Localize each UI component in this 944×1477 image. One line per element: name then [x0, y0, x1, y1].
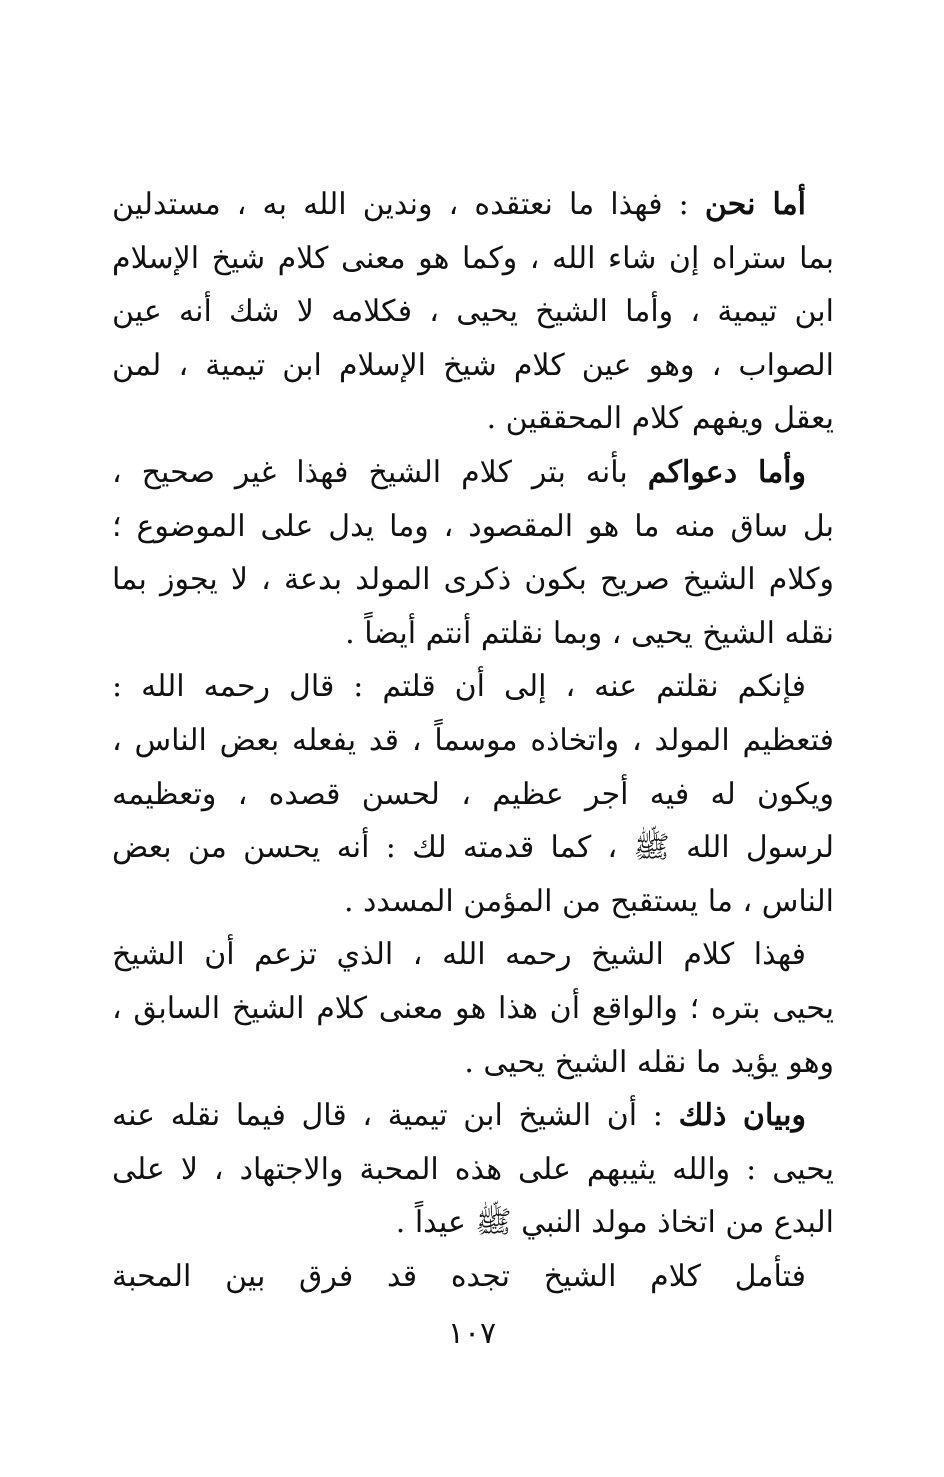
line-text: الناس ، ما يستقبح من المؤمن المسدد .	[343, 883, 834, 919]
line-text: نقله الشيخ يحيى ، وبما نقلتم أنتم أيضاً .	[345, 615, 834, 651]
line-text: : فهذا ما نعتقده ، وندين الله به ، مستدلين	[112, 187, 705, 222]
line-text: ويكون له فيه أجر عظيم ، لحسن قصده ، وتعظيمه	[112, 776, 834, 812]
text-line	[112, 768, 834, 822]
bold-lead: وأما دعواكم	[647, 454, 806, 490]
line-text: بأنه بتر كلام الشيخ فهذا غير صحيح ،	[112, 454, 648, 490]
text-line	[112, 982, 834, 1036]
line-text: وكلام الشيخ صريح بكون ذكرى المولد بدعة ، لا يجوز بما	[112, 562, 834, 598]
line-text: ابن تيمية ، وأما الشيخ يحيى ، فكلامه لا شك أنه عين	[112, 294, 834, 330]
text-line	[112, 392, 834, 446]
line-text: : أن الشيخ ابن تيمية ، قال فيما نقله عنه	[112, 1098, 679, 1134]
text-line	[112, 339, 834, 393]
line-text: بل ساق منه ما هو المقصود ، وما يدل على الموضوع ؛	[112, 508, 834, 544]
line-text: فهذا كلام الشيخ رحمه الله ، الذي تزعم أن الشيخ	[112, 937, 806, 973]
text-line	[112, 178, 834, 232]
text-line	[112, 607, 834, 661]
text-line	[112, 660, 834, 714]
line-text: لرسول الله ﷺ ، كما قدمته لك : أنه يحسن من بعض	[112, 830, 834, 866]
text-line	[112, 1089, 834, 1143]
text-line	[112, 285, 834, 339]
text-line	[112, 928, 834, 982]
line-text: يعقل ويفهم كلام المحققين .	[486, 401, 834, 437]
page-number: ١٠٧	[447, 1316, 497, 1351]
text-line	[112, 1143, 834, 1197]
bold-lead: وبيان ذلك	[678, 1098, 806, 1134]
line-text: الصواب ، وهو عين كلام شيخ الإسلام ابن تيمية ، لمن	[112, 347, 834, 383]
line-text: فتأمل كلام الشيخ تجده قد فرق بين المحبة	[112, 1258, 806, 1294]
line-text: يحيى بتره ؛ والواقع أن هذا هو معنى كلام الشيخ السابق ،	[112, 990, 834, 1026]
line-text: فإنكم نقلتم عنه ، إلى أن قلتم : قال رحمه الله :	[112, 669, 806, 705]
text-line	[112, 232, 834, 286]
line-text: البدع من اتخاذ مولد النبي ﷺ عيداً .	[395, 1205, 834, 1241]
body-text	[112, 178, 834, 1303]
text-line	[112, 1036, 834, 1090]
line-text: بما ستراه إن شاء الله ، وكما هو معنى كلام شيخ الإسلام	[112, 240, 834, 276]
text-line	[112, 1250, 834, 1304]
text-line	[112, 446, 834, 500]
line-text: فتعظيم المولد ، واتخاذه موسماً ، قد يفعله بعض الناس ،	[112, 722, 834, 758]
text-line	[112, 821, 834, 875]
text-line	[112, 1196, 834, 1250]
line-text: يحيى : والله يثيبهم على هذه المحبة والاجتهاد ، لا على	[112, 1151, 834, 1187]
line-text: وهو يؤيد ما نقله الشيخ يحيى .	[464, 1044, 834, 1080]
text-line	[112, 500, 834, 554]
text-line	[112, 875, 834, 929]
text-line	[112, 553, 834, 607]
text-line	[112, 714, 834, 768]
bold-lead: أما نحن	[704, 187, 807, 222]
